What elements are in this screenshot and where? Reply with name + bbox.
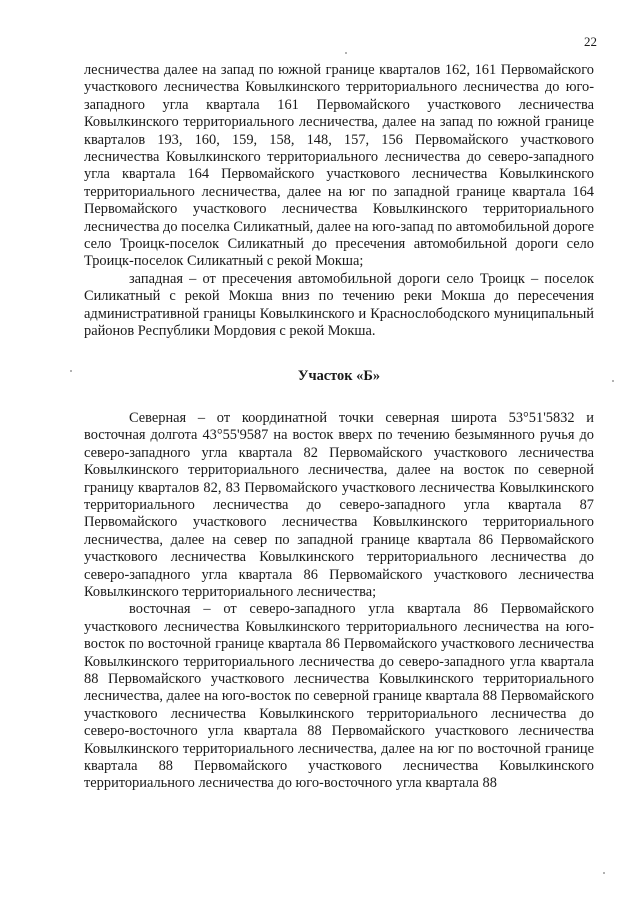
paragraph-eastern-boundary: восточная – от северо-западного угла квартала 86 Первомайского участкового лесничества Ковылкинского территориального лесничества на юго-восток по восточной границе квартала 86 Первомайского участкового лесничества Ковылкинского территориального лесничества до северо-западного угла квартала 88 Первомайского участкового лесничества Ковылкинского территориального лесничества, далее на юго-восток по северной границе квартала 88 Первомайского участкового лесничества Ковылкинского территориального лесничества до северо-восточного угла квартала 88 Первомайского участкового лесничества Ковылкинского территориального лесничества, далее на юг по восточной границе квартала 88 Первомайского участкового лесничества Ковылкинского территориального лесничества до юго-восточного угла квартала 88 bbox=[84, 601, 594, 792]
page-number: 22 bbox=[584, 34, 597, 49]
document-body bbox=[84, 62, 594, 793]
section-heading: Участок «Б» bbox=[297, 367, 381, 384]
scan-speck bbox=[345, 52, 347, 54]
scan-speck bbox=[612, 380, 614, 382]
scan-speck bbox=[603, 872, 605, 874]
paragraph-northern-boundary: Северная – от координатной точки северная широта 53°51'5832 и восточная долгота 43°55'9587 на восток вверх по течению безымянного ручья до северо-западного угла квартала 82 Первомайского участкового лесничества Ковылкинского территориального лесничества, далее на восток по северной границу кварталов 82, 83 Первомайского участкового лесничества Ковылкинского территориального лесничества до северо-западного угла квартала 87 Первомайского участкового лесничества Ковылкинского территориального лесничества, далее на север по западной границе квартала 86 Первомайского участкового лесничества Ковылкинского территориального лесничества до северо-западного угла квартала 86 Первомайского участкового лесничества Ковылкинского территориального лесничества; bbox=[84, 409, 594, 600]
scan-speck bbox=[70, 370, 72, 372]
paragraph-western-boundary: западная – от пресечения автомобильной дороги село Троицк – поселок Силикатный с рекой Мокша вниз по течению реки Мокша до пересечения административной границы Ковылкинского и Краснослободского муниципальный районов Республики Мордовия с рекой Мокша. bbox=[84, 270, 594, 340]
paragraph-northern-continuation: лесничества далее на запад по южной границе кварталов 162, 161 Первомайского участкового лесничества Ковылкинского территориального лесничества до юго-западного угла квартала 161 Первомайского участкового лесничества Ковылкинского территориального лесничества, далее на запад по южной границе кварталов 193, 160, 159, 158, 148, 157, 156 Первомайского участкового лесничества Ковылкинского территориального лесничества до северо-западного угла квартала 164 Первомайского участкового лесничества Ковылкинского территориального лесничества, далее на юг по западной границе квартала 164 Первомайского участкового лесничества Ковылкинского территориального лесничества до поселка Силикатный, далее на юго-запад по автомобильной дороге село Троицк-поселок Силикатный до пресечения автомобильной дороги село Троицк-поселок Силикатный с рекой Мокша; bbox=[84, 62, 594, 270]
